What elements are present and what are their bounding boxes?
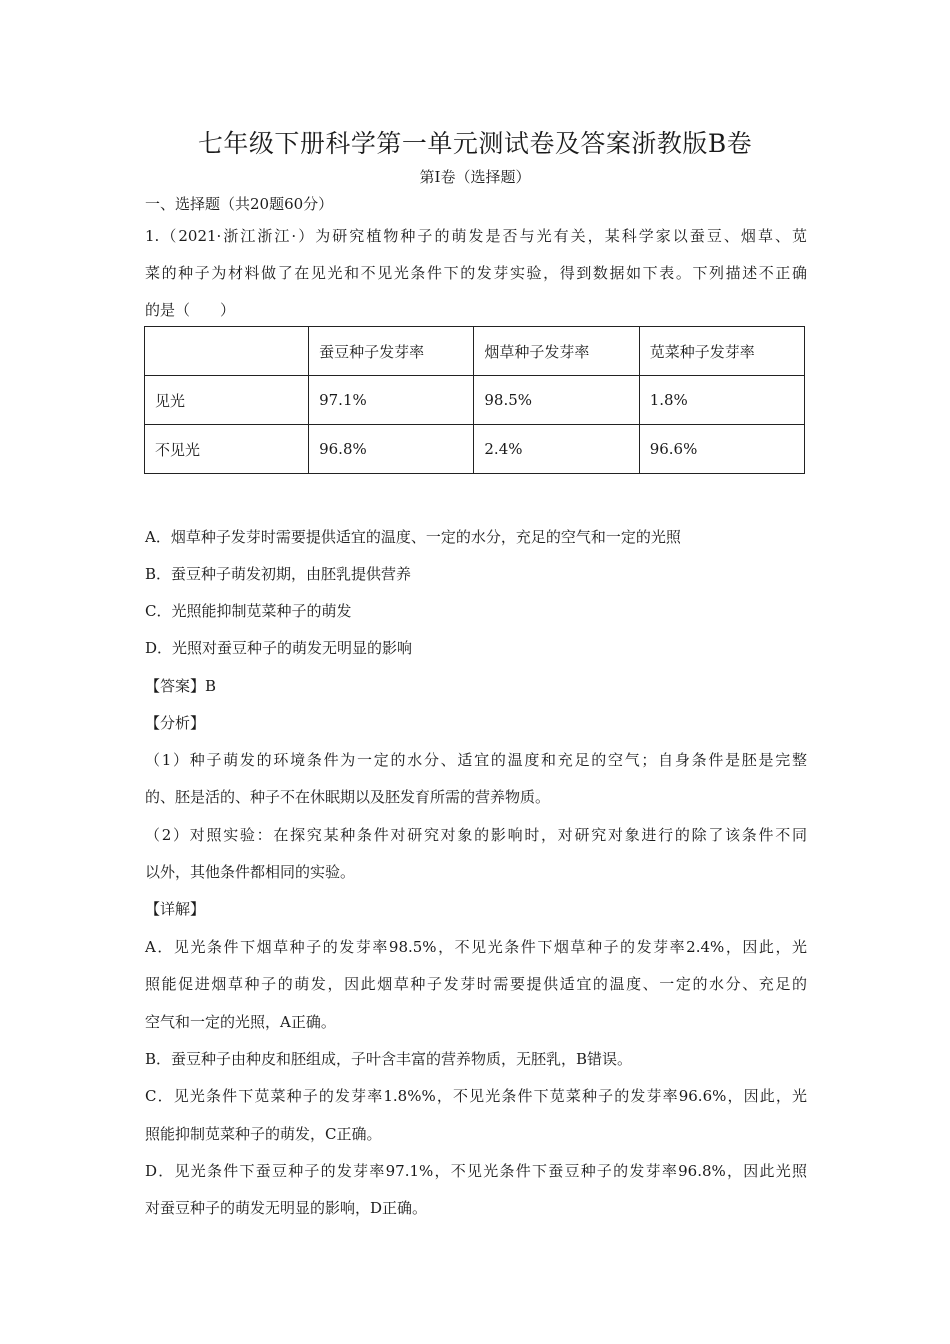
table-header-cell: 苋菜种子发芽率	[639, 327, 804, 376]
table-cell: 1.8%	[639, 376, 804, 425]
option-b: B．蚕豆种子萌发初期，由胚乳提供营养	[145, 565, 412, 583]
germination-table	[144, 326, 805, 474]
table-cell: 97.1%	[309, 376, 474, 425]
analysis-text: （1）种子萌发的环境条件为一定的水分、适宜的温度和充足的空气；自身条件是胚是完整	[145, 751, 807, 769]
table-cell: 96.6%	[639, 425, 804, 474]
table-header-cell: 蚕豆种子发芽率	[309, 327, 474, 376]
analysis-text: 的、胚是活的、种子不在休眠期以及胚发育所需的营养物质。	[145, 788, 551, 806]
detail-text: 照能促进烟草种子的萌发，因此烟草种子发芽时需要提供适宜的温度、一定的水分、充足的	[145, 975, 807, 993]
table-cell: 98.5%	[474, 376, 639, 425]
table-header-cell: 烟草种子发芽率	[474, 327, 639, 376]
detail-text: 空气和一定的光照，A正确。	[145, 1013, 336, 1031]
table-cell: 不见光	[145, 425, 309, 474]
option-c: C．光照能抑制苋菜种子的萌发	[145, 602, 352, 620]
table-header-row	[145, 327, 805, 376]
table-row	[145, 376, 805, 425]
detail-text: B．蚕豆种子由种皮和胚组成，子叶含丰富的营养物质，无胚乳，B错误。	[145, 1050, 633, 1068]
analysis-label: 【分析】	[145, 714, 206, 732]
answer-line: 【答案】B	[145, 677, 217, 695]
question-stem-line: 1.（2021·浙江浙江·）为研究植物种子的萌发是否与光有关，某科学家以蚕豆、烟草、苋	[145, 227, 807, 245]
question-stem-line: 菜的种子为材料做了在见光和不见光条件下的发芽实验，得到数据如下表。下列描述不正确	[145, 264, 807, 282]
table-header-cell	[145, 327, 309, 376]
table-cell: 96.8%	[309, 425, 474, 474]
detail-text: 对蚕豆种子的萌发无明显的影响，D正确。	[145, 1199, 428, 1217]
table-cell: 2.4%	[474, 425, 639, 474]
table-cell: 见光	[145, 376, 309, 425]
detail-text: A．见光条件下烟草种子的发芽率98.5%，不见光条件下烟草种子的发芽率2.4%，因此，光	[145, 938, 807, 956]
detail-text: C．见光条件下苋菜种子的发芽率1.8%%，不见光条件下苋菜种子的发芽率96.6%，因此，光	[145, 1087, 807, 1105]
table-row	[145, 425, 805, 474]
option-d: D．光照对蚕豆种子的萌发无明显的影响	[145, 639, 413, 657]
detail-text: D．见光条件下蚕豆种子的发芽率97.1%，不见光条件下蚕豆种子的发芽率96.8%，因此光照	[145, 1162, 807, 1180]
detail-text: 照能抑制苋菜种子的萌发，C正确。	[145, 1125, 382, 1143]
analysis-text: （2）对照实验：在探究某种条件对研究对象的影响时，对研究对象进行的除了该条件不同	[145, 826, 807, 844]
detail-label: 【详解】	[145, 900, 206, 918]
option-a: A．烟草种子发芽时需要提供适宜的温度、一定的水分，充足的空气和一定的光照	[145, 528, 681, 546]
section-heading: 一、选择题（共20题60分）	[145, 195, 334, 213]
document-subtitle: 第Ⅰ卷（选择题）	[419, 168, 531, 186]
question-stem-line: 的是（ ）	[145, 301, 236, 319]
document-title: 七年级下册科学第一单元测试卷及答案浙教版B卷	[197, 129, 753, 158]
analysis-text: 以外，其他条件都相同的实验。	[145, 863, 356, 881]
